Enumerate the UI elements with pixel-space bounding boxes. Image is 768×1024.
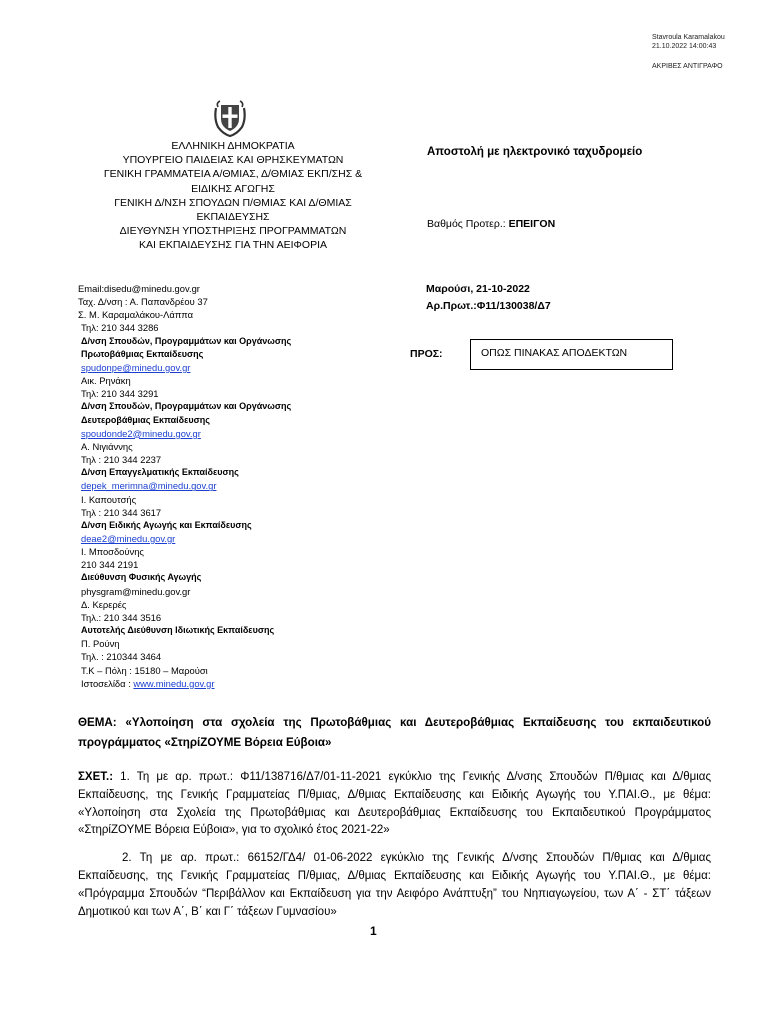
related-item-1-text: 1. Τη με αρ. πρωτ.: Φ11/138716/Δ7/01-11-2021 εγκύκλιο της Γενικής Δ/νσης Σπουδών Π/θμιας και Δ/θμιας Εκπαίδευσης, της Γενικής Γραμματείας Π/θμιας, Δ/θμιας Εκπαίδευσης και Ειδικής Αγωγής του Υ.ΠΑΙ.Θ., με θέμα: «Υλοποίηση στα Σχολεία της Πρωτοβάθμιας και Δευτεροβάθμιας Εκπαίδευσης του Εκπαιδευτικού Προγράμματος «ΣτηρίΖΟΥΜΕ Βόρεια Εύβοια», για το σχολικό έτος 2021-22» bbox=[78, 771, 711, 837]
header-line: ΥΠΟΥΡΓΕΙΟ ΠΑΙΔΕΙΑΣ ΚΑΙ ΘΡΗΣΚΕΥΜΑΤΩΝ bbox=[122, 154, 344, 167]
department-name: Διεύθυνση Φυσικής Αγωγής bbox=[81, 572, 202, 583]
signature-datetime: 21.10.2022 14:00:43 bbox=[652, 43, 717, 50]
contact-phone: Τηλ: 210 344 3286 bbox=[81, 322, 159, 334]
contact-person: Ι. Μποσδούνης bbox=[81, 546, 144, 558]
header-line: ΔΙΕΥΘΥΝΣΗ ΥΠΟΣΤΗΡΙΞΗΣ ΠΡΟΓΡΑΜΜΑΤΩΝ bbox=[119, 225, 347, 238]
contact-list bbox=[78, 282, 291, 690]
recipient-box: ΟΠΩΣ ΠΙΝΑΚΑΣ ΑΠΟΔΕΚΤΩΝ bbox=[470, 339, 673, 370]
ministry-header bbox=[60, 139, 406, 253]
header-line: ΕΚΠΑΙΔΕΥΣΗΣ bbox=[196, 211, 270, 224]
contact-phone: Τηλ. : 210344 3464 bbox=[81, 651, 162, 663]
signer-name: Stavroula Karamalakou bbox=[652, 34, 725, 41]
contact-person: Π. Ρούνη bbox=[81, 638, 120, 650]
contact-person: Ι. Καπουτσής bbox=[81, 493, 137, 505]
contact-phone: Τηλ.: 210 344 3516 bbox=[81, 611, 162, 623]
priority-label: Βαθμός Προτερ.: bbox=[427, 218, 509, 230]
protocol-number: Αρ.Πρωτ.:Φ11/130038/Δ7 bbox=[426, 300, 551, 312]
department-name: Δ/νση Ειδικής Αγωγής και Εκπαίδευσης bbox=[81, 519, 252, 530]
certified-copy-label: ΑΚΡΙΒΕΣ ΑΝΤΙΓΡΑΦΟ bbox=[652, 63, 723, 70]
postal-address: Τ.Κ – Πόλη : 15180 – Μαρούσι bbox=[81, 664, 208, 676]
header-line: ΚΑΙ ΕΚΠΑΙΔΕΥΣΗΣ ΓΙΑ ΤΗΝ ΑΕΙΦΟΡΙΑ bbox=[138, 239, 327, 252]
contact-person: Σ. Μ. Καραμαλάκου-Λάππα bbox=[78, 309, 194, 321]
website-row bbox=[78, 677, 291, 690]
department-name: Αυτοτελής Διεύθυνση Ιδιωτικής Εκπαίδευσης bbox=[81, 625, 275, 636]
website-label: Ιστοσελίδα : bbox=[81, 677, 134, 689]
contact-person: Αικ. Ρηνάκη bbox=[81, 375, 131, 387]
contact-phone: Τηλ: 210 344 3291 bbox=[81, 388, 159, 400]
department-email-link[interactable]: spudonpe@minedu.gov.gr bbox=[81, 361, 191, 373]
header-line: ΕΙΔΙΚΗΣ ΑΓΩΓΗΣ bbox=[191, 182, 275, 195]
priority-value: ΕΠΕΙΓΟΝ bbox=[508, 218, 556, 230]
website-link[interactable]: www.minedu.gov.gr bbox=[133, 677, 215, 689]
header-line: ΓΕΝΙΚΗ Δ/ΝΣΗ ΣΠΟΥΔΩΝ Π/ΘΜΙΑΣ ΚΑΙ Δ/ΘΜΙΑΣ bbox=[114, 196, 352, 209]
contact-phone: 210 344 2191 bbox=[81, 559, 139, 571]
related-item-1 bbox=[78, 769, 711, 840]
related-documents bbox=[78, 769, 711, 921]
department-email-link[interactable]: depek_merimna@minedu.gov.gr bbox=[81, 480, 217, 492]
digital-signature bbox=[652, 33, 725, 71]
contact-email: Email:disedu@minedu.gov.gr bbox=[78, 283, 200, 294]
header-line: ΕΛΛΗΝΙΚΗ ΔΗΜΟΚΡΑΤΙΑ bbox=[171, 140, 295, 152]
priority bbox=[427, 218, 555, 230]
department-name: Δ/νση Επαγγελματικής Εκπαίδευσης bbox=[81, 467, 239, 478]
contact-phone: Τηλ : 210 344 3617 bbox=[81, 506, 162, 518]
document-date: Μαρούσι, 21-10-2022 bbox=[426, 283, 530, 295]
department-email: physgram@minedu.gov.gr bbox=[81, 585, 191, 597]
email-dispatch-note: Αποστολή με ηλεκτρονικό ταχυδρομείο bbox=[427, 146, 643, 158]
greek-emblem-icon bbox=[213, 99, 247, 137]
header-line: ΓΕΝΙΚΗ ΓΡΑΜΜΑΤΕΙΑ Α/ΘΜΙΑΣ, Δ/ΘΜΙΑΣ ΕΚΠ/ΣΗΣ & bbox=[103, 168, 363, 181]
department-name: Δ/νση Σπουδών, Προγραμμάτων και Οργάνωσης bbox=[81, 401, 292, 412]
department-email-link[interactable]: spoudonde2@minedu.gov.gr bbox=[81, 427, 201, 439]
document-subject: ΘΕΜΑ: «Υλοποίηση στα σχολεία της Πρωτοβάθμιας και Δευτεροβάθμιας Εκπαίδευσης του εκπαιδευτικού προγράμματος «ΣτηρίΖΟΥΜΕ Βόρεια Εύβοια» bbox=[78, 716, 711, 749]
related-label: ΣΧΕΤ.: bbox=[78, 771, 114, 783]
department-name: Πρωτοβάθμιας Εκπαίδευσης bbox=[81, 348, 204, 359]
department-name: Δευτεροβάθμιας Εκπαίδευσης bbox=[81, 414, 210, 425]
department-email-link[interactable]: deae2@minedu.gov.gr bbox=[81, 532, 176, 544]
date-protocol bbox=[426, 281, 551, 315]
contact-address: Ταχ. Δ/νση : Α. Παπανδρέου 37 bbox=[78, 296, 208, 308]
department-name: Δ/νση Σπουδών, Προγραμμάτων και Οργάνωσης bbox=[81, 335, 292, 346]
contact-phone: Τηλ : 210 344 2237 bbox=[81, 454, 162, 466]
recipient-label: ΠΡΟΣ: bbox=[410, 348, 443, 360]
related-item-2: 2. Τη με αρ. πρωτ.: 66152/ΓΔ4/ 01-06-2022 εγκύκλιο της Γενικής Δ/νσης Σπουδών Π/θμιας και Δ/θμιας Εκπαίδευσης, της Γενικής Γραμματείας Π/θμιας, Δ/θμιας Εκπαίδευσης και Ειδικής Αγωγής του Υ.ΠΑΙ.Θ., με θέμα: «Πρόγραμμα Σπουδών “Περιβάλλον και Εκπαίδευση για την Αειφόρο Ανάπτυξη” του Νηπιαγωγείου, των Α΄ - ΣΤ΄ τάξεων Δημοτικού και των Α΄, Β΄ και Γ΄ τάξεων Γυμνασίου» bbox=[78, 852, 711, 918]
page-number: 1 bbox=[370, 924, 377, 938]
contact-person: Δ. Κερερές bbox=[81, 598, 127, 610]
contact-person: Α. Νιγιάννης bbox=[81, 440, 133, 452]
